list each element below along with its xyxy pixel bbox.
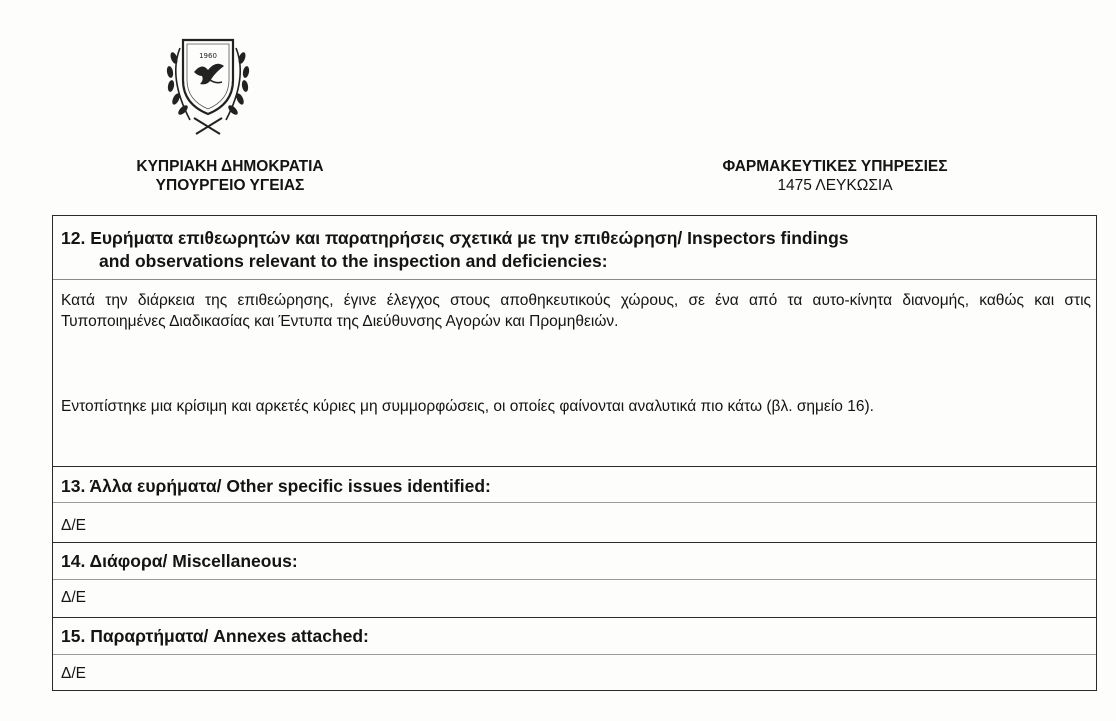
ministry-name: ΥΠΟΥΡΓΕΙΟ ΥΓΕΙΑΣ <box>155 177 305 194</box>
section-12-divider <box>53 279 1096 280</box>
department-name: ΦΑΡΜΑΚΕΥΤΙΚΕΣ ΥΠΗΡΕΣΙΕΣ <box>722 158 948 175</box>
section-12-title-line2: and observations relevant to the inspection and deficiencies: <box>99 251 608 271</box>
section-12-title-line1: 12. Ευρήματα επιθεωρητών και παρατηρήσεις σχετικά με την επιθεώρηση/ Inspectors findings <box>61 228 849 248</box>
section-13-value: Δ/Ε <box>61 517 86 534</box>
cyprus-coat-of-arms-icon <box>150 28 266 140</box>
report-table <box>52 215 1097 691</box>
header-right <box>690 157 980 195</box>
section-13-divider <box>53 502 1096 503</box>
section-divider <box>53 466 1096 467</box>
department-address: 1475 ΛΕΥΚΩΣΙΑ <box>777 177 893 194</box>
section-12-paragraph-2: Εντοπίστηκε μια κρίσιμη και αρκετές κύριες μη συμμορφώσεις, οι οποίες φαίνονται αναλυτικά πιο κάτω (βλ. σημείο 16). <box>61 398 874 415</box>
section-14-title: 14. Διάφορα/ Miscellaneous: <box>61 551 298 571</box>
section-15-divider <box>53 654 1096 655</box>
section-12-paragraph-1: Κατά την διάρκεια της επιθεώρησης, έγινε έλεγχος στους αποθηκευτικούς χώρους, σε ένα από τα αυτο-κίνητα διανομής, καθώς και στις Τυποποιημένες Διαδικασίας και Έντυπα της Διεύθυνσης Αγορών και Προμηθειών. <box>61 292 1091 330</box>
section-12-title <box>61 227 1091 273</box>
svg-text:1960: 1960 <box>199 52 217 60</box>
section-14-divider <box>53 579 1096 580</box>
section-14-value: Δ/Ε <box>61 589 86 606</box>
section-divider <box>53 542 1096 543</box>
section-13-title: 13. Άλλα ευρήματα/ Other specific issues identified: <box>61 476 491 496</box>
section-15-title: 15. Παραρτήματα/ Annexes attached: <box>61 626 369 646</box>
header-left <box>100 157 360 195</box>
section-divider <box>53 617 1096 618</box>
republic-name: ΚΥΠΡΙΑΚΗ ΔΗΜΟΚΡΑΤΙΑ <box>136 158 324 175</box>
section-15-value: Δ/Ε <box>61 665 86 682</box>
